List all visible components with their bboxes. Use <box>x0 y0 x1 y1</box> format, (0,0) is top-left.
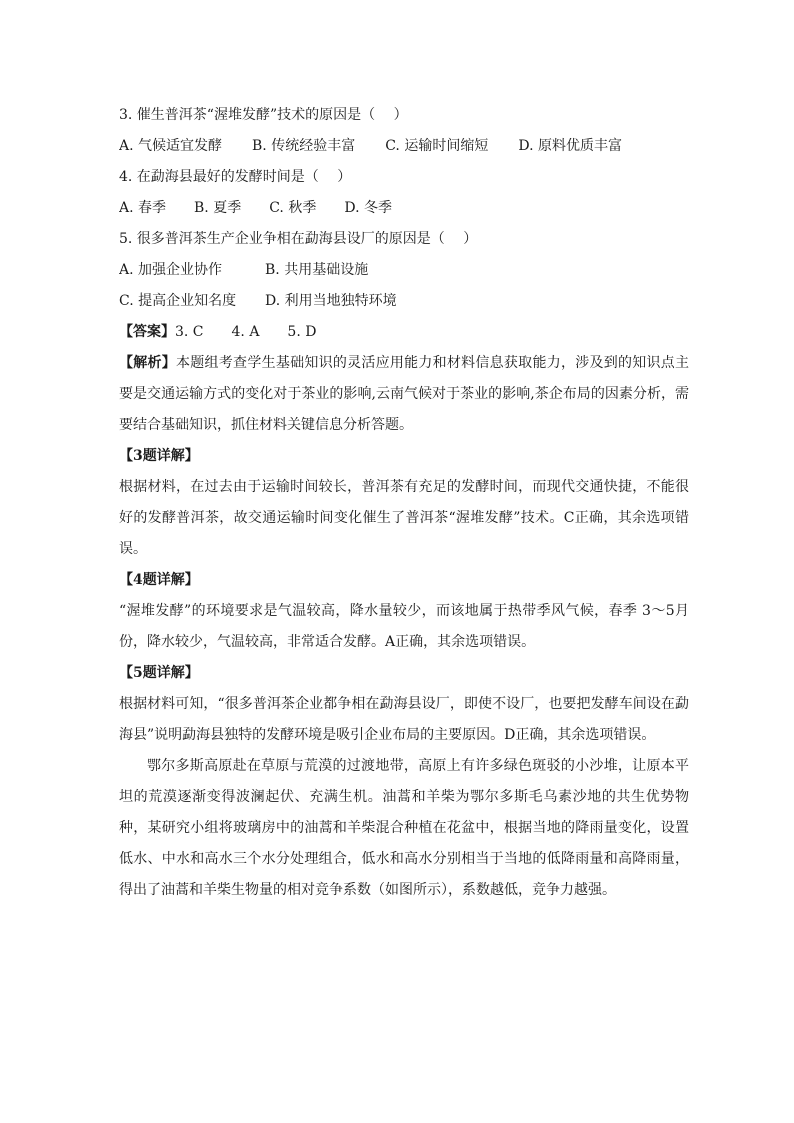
detail-5-heading: 【5题详解】 <box>119 665 199 681</box>
answer-label: 【答案】 <box>119 324 175 340</box>
detail-4-heading: 【4题详解】 <box>119 572 199 588</box>
question-4-stem: 4. 在勐海县最好的发酵时间是（ ） <box>119 169 352 185</box>
document-page <box>119 100 689 906</box>
question-5-options-row-1 <box>119 255 689 286</box>
question-4-option-c: C. 秋季 <box>269 200 317 216</box>
material-paragraph: 鄂尔多斯高原赴在草原与荒漠的过渡地带，高原上有许多绿色斑驳的小沙堆，让原本平坦的荒漠逐渐变得波澜起伏、充满生机。油蒿和羊柴为鄂尔多斯毛乌素沙地的共生优势物种，某研究小组将玻璃房中的油蒿和羊柴混合种植在花盆中，根据当地的降雨量变化，设置低水、中水和高水三个水分处理组合，低水和高水分别相当于当地的低降雨量和高降雨量，得出了油蒿和羊柴生物量的相对竞争系数（如图所示），系数越低，竞争力越强。 <box>119 758 689 898</box>
question-4-options <box>119 193 689 224</box>
detail-3-heading: 【3题详解】 <box>119 448 199 464</box>
question-5-stem: 5. 很多普洱茶生产企业争相在勐海县设厂的原因是（ ） <box>119 231 478 247</box>
question-5-options-row-2 <box>119 286 689 317</box>
analysis-label: 【解析】 <box>119 355 177 371</box>
detail-5-text: 根据材料可知，“很多普洱茶企业都争相在勐海县设厂，即使不设厂，也要把发酵车间设在勐海县”说明勐海县独特的发酵环境是吸引企业布局的主要原因。D正确，其余选项错误。 <box>119 696 689 743</box>
question-3-stem: 3. 催生普洱茶“渥堆发酵”技术的原因是（ ） <box>119 107 408 123</box>
question-4-option-d: D. 冬季 <box>344 200 392 216</box>
detail-4-text: “渥堆发酵”的环境要求是气温较高，降水量较少，而该地属于热带季风气候，春季 3～5月份，降水较少，气温较高，非常适合发酵。A正确，其余选项错误。 <box>119 603 689 650</box>
question-5-option-b: B. 共用基础设施 <box>265 262 369 278</box>
question-3-option-c: C. 运输时间缩短 <box>385 138 489 154</box>
question-3-option-b: B. 传统经验丰富 <box>252 138 356 154</box>
analysis-text: 本题组考查学生基础知识的灵活应用能力和材料信息获取能力，涉及到的知识点主要是交通运输方式的变化对于茶业的影响,云南气候对于茶业的影响,茶企布局的因素分析，需要结合基础知识，抓住材料关键信息分析答题。 <box>119 355 690 433</box>
detail-3-text: 根据材料，在过去由于运输时间较长，普洱茶有充足的发酵时间，而现代交通快捷，不能很好的发酵普洱茶，故交通运输时间变化催生了普洱茶“渥堆发酵”技术。C正确，其余选项错误。 <box>119 479 689 557</box>
question-4-option-a: A. 春季 <box>119 200 167 216</box>
question-5-option-c: C. 提高企业知名度 <box>119 293 237 309</box>
question-4-option-b: B. 夏季 <box>194 200 242 216</box>
question-3-option-d: D. 原料优质丰富 <box>518 138 622 154</box>
question-5-option-a: A. 加强企业协作 <box>119 262 223 278</box>
answer-line <box>119 317 689 348</box>
question-5-option-d: D. 利用当地独特环境 <box>265 293 397 309</box>
answer-text: 3. C 4. A 5. D <box>175 324 317 340</box>
question-3-options <box>119 131 689 162</box>
question-3-option-a: A. 气候适宜发酵 <box>119 138 223 154</box>
analysis-paragraph <box>119 348 689 441</box>
